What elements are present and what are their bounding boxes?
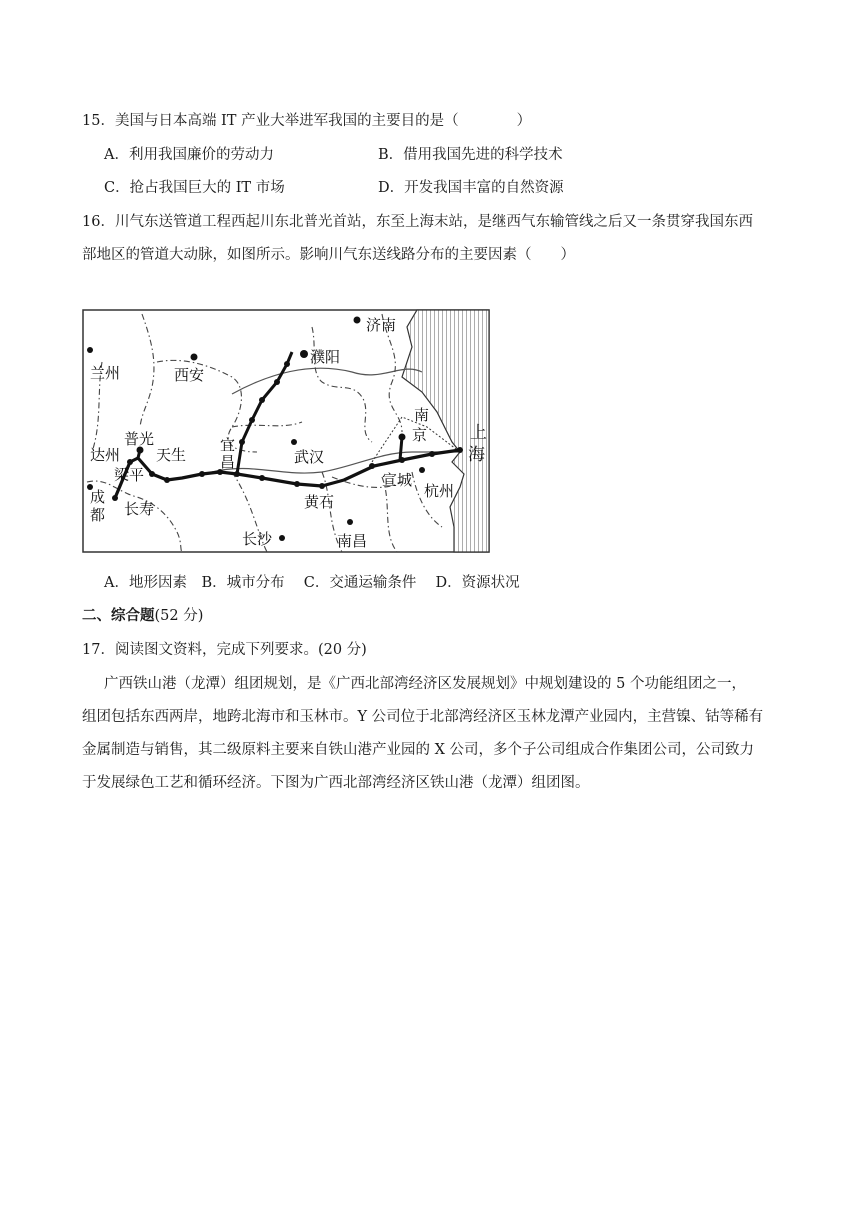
label-puyang: 濮阳 (310, 348, 341, 366)
label-nan: 南 (414, 406, 430, 424)
label-hangzhou: 杭州 (424, 482, 455, 500)
section2-heading (82, 606, 203, 626)
label-lanzhou: 兰州 (90, 364, 121, 382)
label-xian: 西安 (174, 366, 205, 384)
q16-stem-line1: 16．川气东送管道工程西起川东北普光首站，东至上海末站，是继西气东输管线之后又一条贯穿我国东西 (82, 214, 753, 230)
label-nanchang: 南昌 (337, 532, 368, 550)
q15-option-b: B．借用我国先进的科学技术 (378, 147, 563, 163)
label-jinan: 济南 (366, 316, 397, 334)
label-shang: 上 (470, 423, 487, 443)
label-changsha: 长沙 (242, 530, 273, 548)
q15-option-a: A．利用我国廉价的劳动力 (104, 147, 274, 163)
label-changshou: 长寿 (124, 500, 155, 518)
label-du: 都 (90, 506, 106, 524)
label-liangping: 梁平 (114, 466, 145, 484)
label-cheng: 成 (90, 488, 106, 506)
q17-paragraph-line4: 于发展绿色工艺和循环经济。下图为广西北部湾经济区铁山港（龙潭）组团图。 (82, 775, 590, 791)
q17-paragraph-line2: 组团包括东西两岸，地跨北海市和玉林市。Y 公司位于北部湾经济区玉林龙潭产业园内，主营镍、钴等稀有 (82, 709, 764, 725)
label-chang: 昌 (220, 453, 236, 471)
label-yi: 宜 (220, 436, 236, 454)
pipeline-map-svg (82, 302, 502, 558)
label-puguang: 普光 (124, 430, 155, 448)
section2-title: 二、综合题 (82, 607, 155, 624)
q17-paragraph-line1: 广西铁山港（龙潭）组团规划，是《广西北部湾经济区发展规划》中规划建设的 5 个功能组团之一， (104, 676, 746, 692)
label-wuhan: 武汉 (294, 448, 325, 466)
q16-options: A．地形因素 B．城市分布 C．交通运输条件 D．资源状况 (104, 575, 520, 591)
label-hai: 海 (468, 445, 485, 465)
q17-paragraph-line3: 金属制造与销售，其二级原料主要来自铁山港产业园的 X 公司，多个子公司组成合作集团公司，公司致力 (82, 742, 755, 758)
label-xuancheng: 宣城 (382, 471, 413, 489)
label-tiansheng: 天生 (156, 446, 187, 464)
q15-stem: 15．美国与日本高端 IT 产业大举进军我国的主要目的是（ ） (82, 113, 532, 129)
q17-stem: 17．阅读图文资料，完成下列要求。(20 分) (82, 642, 367, 658)
label-jing: 京 (412, 426, 428, 444)
q16-stem-line2: 部地区的管道大动脉，如图所示。影响川气东送线路分布的主要因素（ ） (82, 247, 575, 263)
label-dazhou: 达州 (90, 446, 121, 464)
pipeline-map (82, 302, 502, 558)
label-huangshi: 黄石 (304, 493, 335, 511)
q15-option-c: C．抢占我国巨大的 IT 市场 (104, 180, 285, 196)
q15-option-d: D．开发我国丰富的自然资源 (378, 180, 564, 196)
section2-score: (52 分) (154, 608, 204, 624)
